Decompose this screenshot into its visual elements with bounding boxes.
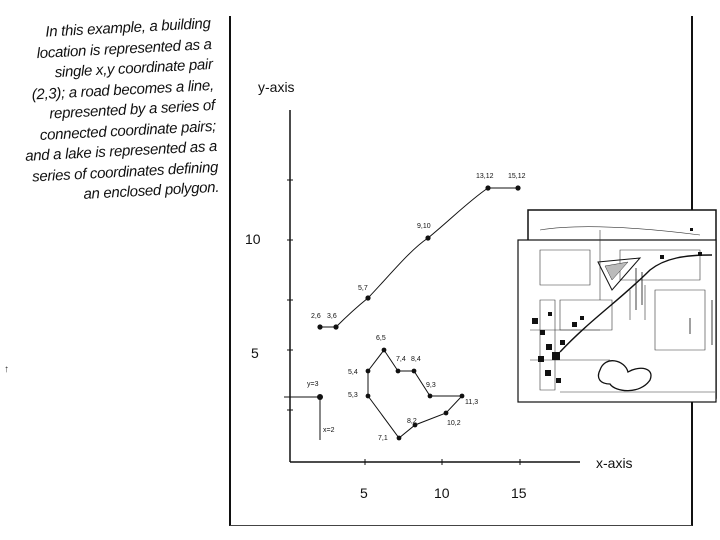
lake-vertex (412, 369, 417, 374)
building-y-label: y=3 (307, 381, 319, 388)
caption-line: location is represented as a (36, 35, 213, 62)
lake-vertex (460, 394, 465, 399)
lake-label: 8,4 (411, 356, 421, 363)
axis-ticks (287, 180, 520, 465)
y-tick-label: 5 (251, 345, 259, 361)
caption-line: connected coordinate pairs; (39, 117, 217, 144)
lake-label: 10,2 (447, 420, 461, 427)
road-vertex (365, 295, 370, 300)
road-vertex (515, 185, 520, 190)
caption-line: In this example, a building (44, 14, 211, 41)
lake-vertex (382, 348, 387, 353)
road-vertex (333, 324, 338, 329)
lake-label: 5,4 (348, 369, 358, 376)
x-tick-label: 5 (360, 485, 368, 501)
lake-vertex (366, 369, 371, 374)
road-label: 9,10 (417, 223, 431, 230)
building-x-label: x=2 (323, 427, 335, 434)
road-line (311, 173, 526, 330)
caption-line: single x,y coordinate pair (54, 55, 214, 82)
caption-line: series of coordinates defining (31, 158, 219, 186)
caption-line: represented by a series of (48, 96, 216, 123)
lake-label: 6,5 (376, 335, 386, 342)
road-label: 3,6 (327, 313, 337, 320)
x-tick-label: 10 (434, 485, 450, 501)
lake-vertex (444, 411, 449, 416)
caption-line: an enclosed polygon. (83, 178, 220, 203)
lake-vertex (397, 436, 402, 441)
lake-label: 9,3 (426, 382, 436, 389)
lake-vertex (428, 394, 433, 399)
lake-label: 8,2 (407, 418, 417, 425)
lake-vertex (366, 394, 371, 399)
lake-label: 7,1 (378, 435, 388, 442)
caption-line: and a lake is represented as a (24, 137, 218, 165)
lake-label: 5,3 (348, 392, 358, 399)
lake-label: 7,4 (396, 356, 406, 363)
stray-mark: ↑ (4, 364, 9, 375)
lake-polygon (348, 335, 478, 442)
road-vertex (485, 185, 490, 190)
lake-label: 11,3 (465, 399, 479, 406)
road-label: 5,7 (358, 285, 368, 292)
lake-vertex (396, 369, 401, 374)
road-vertex (317, 324, 322, 329)
road-label: 2,6 (311, 313, 321, 320)
caption-line: (2,3); a road becomes a line, (31, 76, 215, 103)
road-label: 13,12 (476, 173, 494, 180)
y-tick-label: 10 (245, 231, 261, 247)
road-label: 15,12 (508, 173, 526, 180)
x-tick-label: 15 (511, 485, 527, 501)
map-inset (518, 210, 716, 402)
y-axis-title: y-axis (258, 79, 295, 95)
x-axis-title: x-axis (596, 455, 633, 471)
road-vertex (425, 235, 430, 240)
